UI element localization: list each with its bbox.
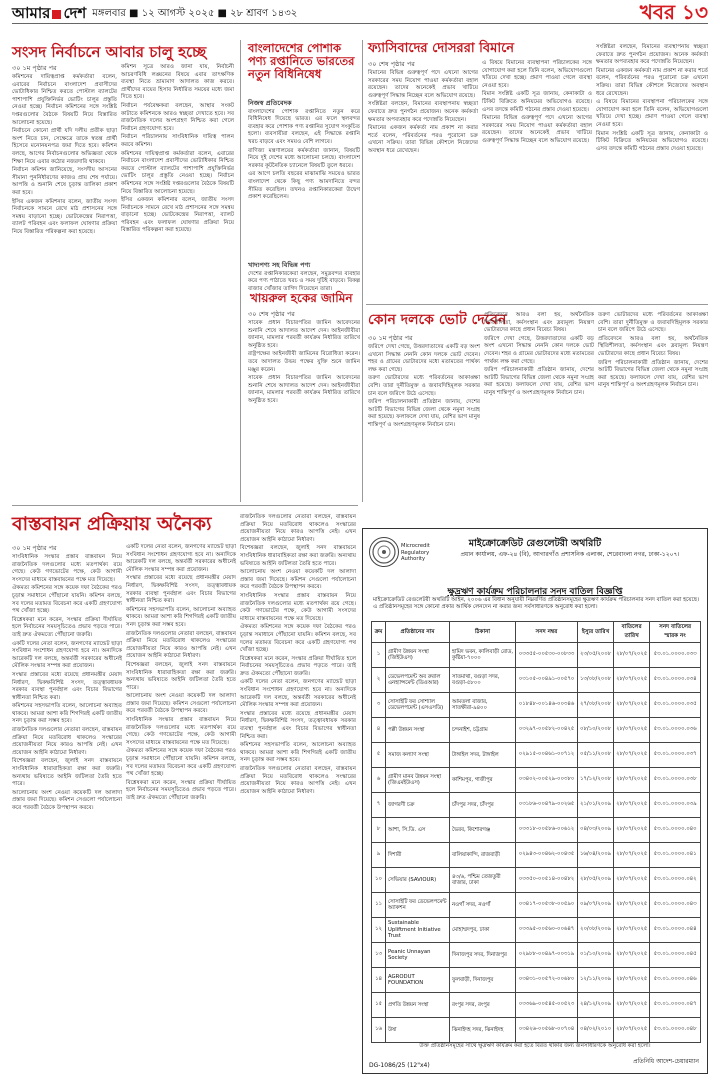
table-cell: রংপুর সদর, রংপুর [450, 993, 516, 1018]
table-cell: ২৮/০৭/২০২৫ [614, 718, 650, 743]
process-para: কমিশনের সহসভাপতি বলেন, আলোচনা অব্যাহত থাকবে। আমরা আশা করি শিগগিরই একটি জাতীয় সনদ চূড়ান্ত করা সম্ভব হবে। [240, 742, 356, 764]
process-para: সাংবিধানিক সংস্কার প্রস্তাব বাস্তবায়ন নিয়ে রাজনৈতিক দলগুলোর মধ্যে মতপার্থক্য রয়ে গেছে। কেউ গণভোটের পক্ষে, কেউ আগামী সংসদের মাধ্যমে বাস্তবায়নের পক্ষে মত দিয়েছে। [12, 554, 122, 583]
ad-signature: প্রতিনিধি আদেশ-চেয়ারম্যান [633, 1058, 699, 1065]
table-cell: হামিদ ভবন, কালিবাড়ী রোড, কুষ্টিয়া-৭০০০ [450, 643, 516, 668]
table-cell: ৫৩.০১.০০০০.০৪০ [650, 818, 701, 843]
table-cell: সমাজ কল্যাণ সংস্থা [386, 743, 450, 768]
fascist-para: এ বিষয়ে বিমানের ব্যবস্থাপনা পরিচালকের সঙ্গে যোগাযোগ করা হলে তিনি বলেন, অভিযোগগুলো খতিয়ে দেখা হচ্ছে। প্রমাণ পাওয়া গেলে ব্যবস্থা নেওয়া হবে। [596, 99, 708, 128]
process-para: বিশ্লেষকরা মনে করেন, সংস্কার প্রক্রিয়া দীর্ঘায়িত হলে নির্বাচনের সময়সূচিতেও প্রভাব পড়তে পারে। তাই দ্রুত ঐকমত্যে পৌঁছানো জরুরি। [126, 779, 236, 801]
section-page-label: খবর ১৩ [639, 0, 708, 24]
table-cell: সোসাইটি ফর ডেভেলপমেন্ট অ্যাকশন [386, 893, 450, 918]
table-cell: ৪ [372, 718, 386, 743]
table-cell: ৫৩.০১.০০০০.০৩৭ [650, 743, 701, 768]
process-para: আলোচনায় অংশ নেওয়া কয়েকটি দল আলাদা প্রস্তাব জমা দিয়েছে। কমিশন সেগুলো পর্যালোচনা করে পরবর্তী বৈঠকে উপস্থাপন করবে। [240, 569, 356, 591]
fascist-para: সংশ্লিষ্টরা বলছেন, বিমানের ব্যবস্থাপনায় স্বচ্ছতা ফেরাতে দ্রুত পুনর্গঠন প্রয়োজন। অনেক কর্মকর্তা ক্ষমতার অপব্যবহার করে পদোন্নতি নিয়েছেন। [596, 44, 708, 66]
table-cell: ১১ [372, 893, 386, 918]
table-cell: ০৩৪০২-০০৫২৯-০০৩৮০ [516, 768, 578, 793]
fascist-para: বিমানের একজন কর্মকর্তা নাম প্রকাশ না করার শর্তে বলেন, পরিবর্তনের পরও পুরোনো চক্র এখনো সক্রিয়। তারা বিভিন্ন কৌশলে নিজেদের অবস্থান ধরে রেখেছেন। [368, 125, 478, 154]
election-para: নির্বাচন পর্যবেক্ষকরা বলছেন, আস্থার সংকট কাটাতে কমিশনকে আরও স্বচ্ছতা দেখাতে হবে। সব রাজনৈতিক দলের অংশগ্রহণ নিশ্চিত করা গেলে নির্বাচন গ্রহণযোগ্য হবে। [121, 102, 234, 132]
vote-para: প্রতিবেদনে আরও বলা হয়, অর্থনৈতিক স্থিতিশীলতা, কর্মসংস্থান এবং দ্রব্যমূল্য নিয়ন্ত্রণ ভোটারদের কাছে প্রধান বিবেচ্য বিষয়। [598, 335, 708, 357]
election-para: নির্বাচনে কোনো প্রার্থী যদি দলীয় প্রতীক ছাড়া অংশ নিতে চান, সেক্ষেত্রে তাকে স্বতন্ত্র প্রার্থী হিসেবে মনোনয়নপত্র জমা দিতে হবে। কমিশন বলছে, আগের নির্বাচনগুলোর অভিজ্ঞতা থেকে শিক্ষা নিয়ে এবার কঠোর নজরদারি থাকবে। [12, 128, 117, 165]
table-cell: সেভিয়ার (SAVIOUR) [386, 868, 450, 893]
garments-para: বাংলাদেশের পোশাক রপ্তানিতে নতুন করে বিধিনিষেধ দিয়েছে ভারত। এর ফলে স্থলবন্দর ব্যবহার করে পোশাক পণ্য রপ্তানির সুযোগ সংকুচিত হলো। ব্যবসায়ীরা বলছেন, এই সিদ্ধান্তে রপ্তানি খরচ বাড়বে এবং সময়ও বেশি লাগবে। [248, 108, 360, 145]
table-cell: ৭ [372, 793, 386, 818]
fascist-para: বিমানের একজন কর্মকর্তা নাম প্রকাশ না করার শর্তে বলেন, পরিবর্তনের পরও পুরোনো চক্র এখনো সক্রিয়। তারা বিভিন্ন কৌশলে নিজেদের অবস্থান ধরে রেখেছেন। [596, 67, 708, 97]
fascist-column-3 [596, 44, 708, 300]
process-headline: বাস্তবায়ন প্রক্রিয়ায় অনৈক্য [12, 513, 212, 535]
table-cell: ২ [372, 668, 386, 693]
table-cell: ২৮/০৭/২০২৫ [614, 1018, 650, 1043]
table-cell: ২৮/০৭/২০২৫ [614, 768, 650, 793]
process-para: বিশেষজ্ঞরা বলছেন, জুলাই সনদ বাস্তবায়নে সাংবিধানিক ধারাবাহিকতা রক্ষা করা জরুরি। অন্যথায় ভবিষ্যতে আইনি জটিলতা তৈরি হতে পারে। [12, 758, 122, 788]
process-para: রাজনৈতিক দলগুলোর নেতারা বলছেন, বাস্তবায়ন প্রক্রিয়া নিয়ে মতবিরোধ থাকলেও সংস্কারের প্রয়োজনীয়তা নিয়ে কারও আপত্তি নেই। এখন প্রয়োজন আইনি কাঠামো নির্ধারণ। [240, 766, 356, 795]
table-cell: ৫৩.০১.০০০০.০৩৪ [650, 668, 701, 693]
table-cell: ভৈরব, কিশোরগঞ্জ [450, 818, 516, 843]
jamin-headline: খায়রুল হকের জামিন [250, 291, 353, 305]
table-cell: ২৮/০৭/২০২৫ [614, 868, 650, 893]
table-cell: ৩ [372, 693, 386, 718]
process-para: সংস্কার প্রস্তাবের মধ্যে রয়েছে প্রধানমন্ত্রীর মেয়াদ নির্ধারণ, দ্বিকক্ষবিশিষ্ট সংসদ, তত্ত্বাবধায়ক সরকার ব্যবস্থা পুনর্বহাল এবং বিচার বিভাগের স্বাধীনতা নিশ্চিত করা। [126, 575, 236, 605]
garments-para: এর আগে চলতি বছরের মাঝামাঝি সময়েও ভারত বাংলাদেশ থেকে কিছু পণ্য আমদানিতে বন্দর সীমিত করেছিল। তখনও রপ্তানিকারকেরা উদ্বেগ প্রকাশ করেছিলেন। [248, 171, 360, 201]
table-cell: ৫৩.০১.০০০০.০৪৪ [650, 918, 701, 943]
table-cell: ১২/১১/২০০৯ [578, 968, 614, 993]
table-cell: ১ [372, 643, 386, 668]
table-cell: ৫৩.০১.০০০০.০৩৯ [650, 793, 701, 818]
table-cell: ২৮/০৭/২০২৫ [614, 918, 650, 943]
process-column-3 [240, 514, 356, 1074]
process-column-2 [126, 544, 236, 1074]
table-cell: ০৯/০৭/২০০৯ [578, 893, 614, 918]
table-cell: ০৩৩১৮-০০৫৮৬-০০৬১২ [516, 818, 578, 843]
table-cell: সোসাইটি ফর সোশ্যাল ডেভেলপমেন্ট (এসএসডি) [386, 693, 450, 718]
table-cell: Sustainable Upliftment Initiative Trust [386, 918, 450, 943]
vote-column-3 [598, 312, 708, 514]
cancelled-licenses-table [371, 621, 701, 1043]
fascist-para: বিমানের বিভিন্ন গুরুত্বপূর্ণ পদে এখনো আগের সরকারের সময় নিয়োগ পাওয়া কর্মকর্তারা বহাল রয়েছেন। তাদের অনেকেই প্রভাব খাটিয়ে গুরুত্বপূর্ণ সিদ্ধান্ত নিচ্ছেন বলে অভিযোগ রয়েছে। [482, 115, 592, 144]
table-row [372, 668, 701, 693]
election-para: কমিশনের দায়িত্বপ্রাপ্ত কর্মকর্তারা বলেন, এবারের নির্বাচনে বাংলাদেশ প্রবাসীদের ভোটাধিকার নিশ্চিত করতে পোস্টাল ব্যালটের পাশাপাশি প্রযুক্তিনির্ভর ভোটিং চালুর প্রস্তুতি নেওয়া হচ্ছে। নির্বাচন কমিশনের সঙ্গে সংশ্লিষ্ট দপ্তরগুলোর বৈঠকে বিষয়টি নিয়ে বিস্তারিত আলোচনা হয়েছে। [121, 150, 234, 195]
process-para: কমিশনের সহসভাপতি বলেন, আলোচনা অব্যাহত থাকবে। আমরা আশা করি শিগগিরই একটি জাতীয় সনদ চূড়ান্ত করা সম্ভব হবে। [126, 606, 236, 628]
table-cell: নওগাঁ সদর, নওগাঁ [450, 893, 516, 918]
table-cell: ৫৩.০১.০০০০.০৩৫ [650, 693, 701, 718]
col-header: বাতিলের তারিখ [614, 622, 650, 643]
table-cell: ১৩ [372, 943, 386, 968]
fascist-para: সংশ্লিষ্টরা বলছেন, বিমানের ব্যবস্থাপনায় স্বচ্ছতা ফেরাতে দ্রুত পুনর্গঠন প্রয়োজন। অনেক কর্মকর্তা ক্ষমতার অপব্যবহার করে পদোন্নতি নিয়েছেন। [368, 101, 478, 123]
mra-advertisement [362, 528, 708, 1074]
page-header [12, 0, 708, 24]
table-cell: ঝিনাইদহ সদর, ঝিনাইদহ [450, 1018, 516, 1043]
newspaper-brand [12, 2, 86, 27]
table-row [372, 968, 701, 993]
table-row [372, 943, 701, 968]
process-para: বিশেষজ্ঞরা বলছেন, জুলাই সনদ বাস্তবায়নে সাংবিধানিক ধারাবাহিকতা রক্ষা করা জরুরি। অন্যথায় ভবিষ্যতে আইনি জটিলতা তৈরি হতে পারে। [240, 545, 356, 567]
table-cell: ০৪/০৩/২০০৯ [578, 818, 614, 843]
ad-title: মাইক্রোক্রেডিট রেগুলেটরী অথরিটি [468, 538, 602, 549]
table-cell: ১২ [372, 918, 386, 943]
table-cell: ৫৩.০১.০০০০.০৪২ [650, 868, 701, 893]
table-cell: ০৩৪১৭-০০৫৩৮-০০৫৯০ [516, 893, 578, 918]
election-continued: ৩০ ১ম পৃষ্ঠার পর [12, 64, 57, 72]
fascist-headline: ফ্যাসিবাদের দোসররা বিমানে [368, 41, 515, 56]
table-cell: ০১৮৪৮-০০১৪৬-০০৩৪৬ [516, 693, 578, 718]
fascist-para: বিমানের বিভিন্ন গুরুত্বপূর্ণ পদে এখনো আগের সরকারের সময় নিয়োগ পাওয়া কর্মকর্তারা বহাল রয়েছেন। তাদের অনেকেই প্রভাব খাটিয়ে গুরুত্বপূর্ণ সিদ্ধান্ত নিচ্ছেন বলে অভিযোগ রয়েছে। [368, 70, 478, 99]
table-cell: ০২৯১৫-০০৪৬১-০০৭১২ [516, 743, 578, 768]
table-cell: ১৬/০৪/২০০৯ [578, 843, 614, 868]
table-cell: ৫৩.০১.০০০০.০৪৭ [650, 993, 701, 1018]
column-divider [362, 40, 363, 502]
brand-square-icon [52, 10, 61, 19]
table-cell: ১৫ [372, 993, 386, 1018]
fascist-para: এ বিষয়ে বিমানের ব্যবস্থাপনা পরিচালকের সঙ্গে যোগাযোগ করা হলে তিনি বলেন, অভিযোগগুলো খতিয়ে দেখা হচ্ছে। প্রমাণ পাওয়া গেলে ব্যবস্থা নেওয়া হবে। [482, 60, 592, 89]
col-header: ক্রম [372, 622, 386, 643]
table-cell: ১৬ [372, 1018, 386, 1043]
table-cell: জাগরণী চক্র [386, 793, 450, 818]
table-cell: ০৫/১১/২০০৮ [578, 743, 614, 768]
election-para: কমিশনের দায়িত্বপ্রাপ্ত কর্মকর্তারা বলেন, এবারের নির্বাচনে বাংলাদেশ প্রবাসীদের ভোটাধিকার নিশ্চিত করতে পোস্টাল ব্যালটের পাশাপাশি প্রযুক্তিনির্ভর ভোটিং চালুর প্রস্তুতি নেওয়া হচ্ছে। নির্বাচন কমিশনের সঙ্গে সংশ্লিষ্ট দপ্তরগুলোর বৈঠকে বিষয়টি নিয়ে বিস্তারিত আলোচনা হয়েছে। [12, 74, 117, 126]
election-headline: সংসদ নির্বাচনে আবার চালু হচ্ছে [12, 43, 207, 61]
table-cell: ০৩৩৫৫-০০৫৩০-০০৮৩৩ [516, 643, 578, 668]
table-cell: সাতমাথা, বগুড়া সদর, বগুড়া-৫৮০০ [450, 668, 516, 693]
table-cell: গ্রামীণ উন্নয়ন সংস্থা (জিইউএস) [386, 643, 450, 668]
process-column-1 [12, 544, 122, 1074]
table-cell: ২৮/০৭/২০২৫ [614, 893, 650, 918]
vote-para: জরিপে দেখা গেছে, উত্তরদাতাদের একটি বড় অংশ এখনো সিদ্ধান্ত নেননি কোন দলকে ভোট দেবেন। শহর ও গ্রামের ভোটারদের মধ্যে মতামতের পার্থক্য লক্ষ করা গেছে। [484, 335, 594, 365]
col-header: ঠিকানা [450, 622, 516, 643]
vote-para: তরুণ ভোটারদের মধ্যে পরিবর্তনের আকাঙ্ক্ষা বেশি। তারা দুর্নীতিমুক্ত ও জবাবদিহিমূলক সরকার চান বলে জরিপে উঠে এসেছে। [368, 375, 480, 397]
election-column-2 [121, 64, 234, 354]
table-cell: AGRODUT FOUNDATION [386, 968, 450, 993]
table-cell: ১৪ [372, 968, 386, 993]
table-cell: টাঙ্গাইল সদর, টাঙ্গাইল [450, 743, 516, 768]
garments-para: বাণিজ্য মন্ত্রণালয়ের কর্মকর্তারা জানান, বিষয়টি নিয়ে দুই দেশের মধ্যে আলোচনা চলছে। বাংলাদেশ সরকার কূটনৈতিক চ্যানেলে বিষয়টি তুলে ধরবে। [248, 147, 360, 169]
process-para: বিশ্লেষকরা মনে করেন, সংস্কার প্রক্রিয়া দীর্ঘায়িত হলে নির্বাচনের সময়সূচিতেও প্রভাব পড়তে পারে। তাই দ্রুত ঐকমত্যে পৌঁছানো জরুরি। [12, 616, 122, 638]
process-para: কমিশনের সহসভাপতি বলেন, আলোচনা অব্যাহত থাকবে। আমরা আশা করি শিগগিরই একটি জাতীয় সনদ চূড়ান্ত করা সম্ভব হবে। [12, 703, 122, 725]
table-cell: ২৮/০৭/২০২৫ [614, 993, 650, 1018]
table-row [372, 843, 701, 868]
table-cell: ৫৩.০১.০০০০.০৪৫ [650, 943, 701, 968]
table-cell: ২৮/০৭/২০২৫ [614, 793, 650, 818]
process-para: একটি দলের নেতা বলেন, জনগণের ম্যান্ডেট ছাড়া সংবিধান সংশোধন গ্রহণযোগ্য হবে না। অন্যদিকে আরেকটি দল বলছে, অন্তর্বর্তী সরকারের অধীনেই মৌলিক সংস্কার সম্পন্ন করা প্রয়োজন। [126, 544, 236, 573]
table-cell: ৫৩.০১.০০০০.০৩৩ [650, 643, 701, 668]
table-row [372, 893, 701, 918]
table-row [372, 768, 701, 793]
table-cell: ০৮/১০/২০০৮ [578, 718, 614, 743]
table-cell: ০৩৩৫০-০০৫১৪-০০৪৮২ [516, 868, 578, 893]
vote-headline: কোন দলকে ভোট দেবেন [368, 312, 507, 328]
garments-byline: নিজস্ব প্রতিবেদক [248, 99, 292, 107]
table-cell: ০২৯৪৩-০০৪৬২-০০৪৩৫ [516, 843, 578, 868]
fascist-para: বিমান সংশ্লিষ্ট একটি সূত্র জানায়, কেনাকাটা ও টিকিট বিক্রিতে অনিয়মের অভিযোগও রয়েছে। এসব তদন্তে কমিটি গঠনের প্রস্তাব দেওয়া হয়েছে। [482, 91, 592, 113]
table-cell: উষা [386, 1018, 450, 1043]
fascist-column-2 [482, 60, 592, 300]
vote-para: তরুণ ভোটারদের মধ্যে পরিবর্তনের আকাঙ্ক্ষা বেশি। তারা দুর্নীতিমুক্ত ও জবাবদিহিমূলক সরকার চান বলে জরিপে উঠে এসেছে। [598, 312, 708, 334]
process-para: একটি দলের নেতা বলেন, জনগণের ম্যান্ডেট ছাড়া সংবিধান সংশোধন গ্রহণযোগ্য হবে না। অন্যদিকে আরেকটি দল বলছে, অন্তর্বর্তী সরকারের অধীনেই মৌলিক সংস্কার সম্পন্ন করা প্রয়োজন। [12, 640, 122, 670]
vote-column-1 [368, 334, 480, 514]
process-para: ঐকমত্য কমিশনের সঙ্গে কয়েক দফা বৈঠকের পরও চূড়ান্ত সমাধানে পৌঁছানো যায়নি। কমিশন বলছে, সব দলের মতামত বিবেচনা করে একটি গ্রহণযোগ্য পথ খোঁজা হচ্ছে। [126, 748, 236, 778]
jamin-para: সাবেক প্রধান বিচারপতির জামিন আবেদনের শুনানি শেষে আদালত আদেশ দেন। আইনজীবীরা জানান, মামলার পরবর্তী কার্যক্রম নির্ধারিত তারিখে অনুষ্ঠিত হবে। [248, 320, 360, 349]
table-cell: ২৮/০৭/২০২৫ [614, 943, 650, 968]
vote-para: জরিপে দেখা গেছে, উত্তরদাতাদের একটি বড় অংশ এখনো সিদ্ধান্ত নেননি কোন দলকে ভোট দেবেন। শহর ও গ্রামের ভোটারদের মধ্যে মতামতের পার্থক্য লক্ষ করা গেছে। [368, 344, 480, 373]
fascist-para: বিমান সংশ্লিষ্ট একটি সূত্র জানায়, কেনাকাটা ও টিকিট বিক্রিতে অনিয়মের অভিযোগও রয়েছে। এসব তদন্তে কমিটি গঠনের প্রস্তাব দেওয়া হয়েছে। [596, 130, 708, 152]
table-row [372, 868, 701, 893]
table-cell: গ্রামীণ মানব উন্নয়ন সংস্থা (জিএমইউএস) [386, 768, 450, 793]
ad-code: DG-1086/25 (12"x4) [369, 1062, 430, 1069]
section-divider [366, 304, 708, 305]
table-cell: ২৮/০৭/২০২৫ [614, 668, 650, 693]
process-para: রাজনৈতিক দলগুলোর নেতারা বলছেন, বাস্তবায়ন প্রক্রিয়া নিয়ে মতবিরোধ থাকলেও সংস্কারের প্রয়োজনীয়তা নিয়ে কারও আপত্তি নেই। এখন প্রয়োজন আইনি কাঠামো নির্ধারণ। [126, 630, 236, 660]
table-cell: ২৮/০৭/২০২৫ [614, 843, 650, 868]
garments-column-1 [248, 100, 360, 260]
jamin-para: সাবেক প্রধান বিচারপতির জামিন আবেদনের শুনানি শেষে আদালত আদেশ দেন। আইনজীবীরা জানান, মামলার পরবর্তী কার্যক্রম নির্ধারিত তারিখে অনুষ্ঠিত হবে। [248, 375, 360, 404]
table-row [372, 793, 701, 818]
table-cell: ১৩/০৮/২০০৮ [578, 668, 614, 693]
table-cell: মোহাম্মদপুর, ঢাকা [450, 918, 516, 943]
election-para: ইসির একজন কমিশনার বলেন, জাতীয় সংসদ নির্বাচনকে সামনে রেখে মাঠ প্রশাসনের সঙ্গে সমন্বয় বাড়ানো হচ্ছে। ভোটকেন্দ্রের নিরাপত্তা, ব্যালট পরিবহন এবং ফলাফল ঘোষণার প্রক্রিয়া নিয়ে বিস্তারিত পরিকল্পনা করা হয়েছে। [12, 198, 117, 235]
table-row [372, 743, 701, 768]
table-cell: ফুলবাড়ী, দিনাজপুর [450, 968, 516, 993]
process-para: রাজনৈতিক দলগুলোর নেতারা বলছেন, বাস্তবায়ন প্রক্রিয়া নিয়ে মতবিরোধ থাকলেও সংস্কারের প্রয়োজনীয়তা নিয়ে কারও আপত্তি নেই। এখন প্রয়োজন আইনি কাঠামো নির্ধারণ। [12, 727, 122, 756]
table-cell: ২০/০৮/২০০৯ [578, 918, 614, 943]
column-divider [240, 40, 241, 502]
mra-logo-text: Microcredit Regulatory Authority [401, 543, 430, 562]
table-cell: ৫৩.০১.০০০০.০৪৩ [650, 893, 701, 918]
table-cell: ৯ [372, 843, 386, 868]
table-cell: ২৮/০৭/২০২৫ [614, 818, 650, 843]
table-cell: ২৮/০৫/২০০৯ [578, 868, 614, 893]
table-cell: ২৭/০৮/২০০৮ [578, 693, 614, 718]
garments-para: দেশের রপ্তানিকারকেরা বলছেন, সমুদ্রবন্দর ব্যবহার করে পণ্য পাঠাতে খরচ ও সময় দুটিই বাড়বে। বিকল্প বাজার খোঁজার তাগিদ দিয়েছেন তারা। [248, 270, 360, 292]
table-cell: ১৭/১২/২০০৮ [578, 768, 614, 793]
process-para: বিশ্লেষকরা মনে করেন, সংস্কার প্রক্রিয়া দীর্ঘায়িত হলে নির্বাচনের সময়সূচিতেও প্রভাব পড়তে পারে। তাই দ্রুত ঐকমত্যে পৌঁছানো জরুরি। [240, 655, 356, 677]
election-para: ইসির একজন কমিশনার বলেন, জাতীয় সংসদ নির্বাচনকে সামনে রেখে মাঠ প্রশাসনের সঙ্গে সমন্বয় বাড়ানো হচ্ছে। ভোটকেন্দ্রের নিরাপত্তা, ব্যালট পরিবহন এবং ফলাফল ঘোষণার প্রক্রিয়া নিয়ে বিস্তারিত পরিকল্পনা করা হয়েছে। [121, 197, 234, 234]
process-continued: ৩০ ১ম পৃষ্ঠার পর [12, 544, 57, 552]
process-para: বিশেষজ্ঞরা বলছেন, জুলাই সনদ বাস্তবায়নে সাংবিধানিক ধারাবাহিকতা রক্ষা করা জরুরি। অন্যথায় ভবিষ্যতে আইনি জটিলতা তৈরি হতে পারে। [126, 661, 236, 691]
vote-para: জরিপ পরিচালনাকারী প্রতিষ্ঠান জানায়, দেশের আটটি বিভাগের বিভিন্ন জেলা থেকে নমুনা সংগ্রহ করা হয়েছে। ফলাফলে দেখা যায়, বেশির ভাগ মানুষ শান্তিপূর্ণ ও অংশগ্রহণমূলক নির্বাচন চান। [598, 359, 708, 389]
table-cell: ০৩২৯৭-০০৫৮২-০০৪২৫ [516, 718, 578, 743]
table-cell: ১০ [372, 868, 386, 893]
table-cell: ২৪/১২/২০০৯ [578, 993, 614, 1018]
table-row [372, 918, 701, 943]
garments-subsection [248, 261, 360, 292]
table-cell: ২৮/০৭/২০২৫ [614, 968, 650, 993]
ad-notice-title: ক্ষুদ্রঋণ কার্যক্রম পরিচালনার সনদ বাতিল বিজ্ঞপ্তি [447, 587, 623, 597]
table-cell: ৫৩.০১.০০০০.০৪৮ [650, 1018, 701, 1043]
table-cell: ২৮/০৭/২০২৫ [614, 743, 650, 768]
table-cell: ডেভেলপমেন্ট অব রুরাল এনহ্যান্সমেন্ট (ডিওআর) [386, 668, 450, 693]
table-cell: ২৮/০৭/২০২৫ [614, 643, 650, 668]
election-para: নির্বাচন পরিচালনায় সাংবিধানিক দায়িত্ব পালন করবে কমিশন। [121, 134, 234, 148]
brand-part1: আমার [12, 4, 51, 22]
table-cell: ০৩১৮৬-০০৪৭৯-০০২৬৫ [516, 793, 578, 818]
table-cell: দিশারী [386, 843, 450, 868]
table-cell: আশা, সি.ডি. এস [386, 818, 450, 843]
col-header: ইস্যুর তারিখ [578, 622, 614, 643]
ad-footnote: উক্ত প্রতিষ্ঠানসমূহের সাথে ক্ষুদ্রঋণ কার্যক্রম করা হতে বিরত থাকার জন্য জনসাধারণকে অনুরোধ করা হলো। [419, 1043, 651, 1049]
process-para: সাংবিধানিক সংস্কার প্রস্তাব বাস্তবায়ন নিয়ে রাজনৈতিক দলগুলোর মধ্যে মতপার্থক্য রয়ে গেছে। কেউ গণভোটের পক্ষে, কেউ আগামী সংসদের মাধ্যমে বাস্তবায়নের পক্ষে মত দিয়েছে। [240, 592, 356, 622]
ad-address: প্রধান কার্যালয়, এফ-২৪ (বি), আগারগাঁও প্রশাসনিক এলাকা, শেরেবাংলা নগর, ঢাকা-১২০৭। [460, 551, 680, 558]
jamin-para: রাষ্ট্রপক্ষের আইনজীবী জামিনের বিরোধিতা করেন। তবে আদালত উভয় পক্ষের যুক্তি শুনে জামিন মঞ্জুর করেন। [248, 351, 360, 373]
table-cell: ০৪/০২/২০১০ [578, 1018, 614, 1043]
election-para: নির্বাচন কমিশন জানিয়েছে, সংসদীয় আসনের সীমানা পুনর্নির্ধারণের কাজও প্রায় শেষ পর্যায়ে। আপত্তি ও শুনানি শেষে চূড়ান্ত তালিকা প্রকাশ করা হবে। [12, 167, 117, 196]
process-para: সাংবিধানিক সংস্কার প্রস্তাব বাস্তবায়ন নিয়ে রাজনৈতিক দলগুলোর মধ্যে মতপার্থক্য রয়ে গেছে। কেউ গণভোটের পক্ষে, কেউ আগামী সংসদের মাধ্যমে বাস্তবায়নের পক্ষে মত দিয়েছে। [126, 717, 236, 746]
garments-headline: বাংলাদেশের পোশাক পণ্য রপ্তানিতে ভারতের নতুন বিধিনিষেধ [248, 41, 355, 82]
brand-part2: দেশ [63, 4, 87, 22]
table-cell: চন্দনাইশ, চট্টগ্রাম [450, 718, 516, 743]
table-cell: আমতলা বাজার, সাতক্ষীরা-৯৪০০ [450, 693, 516, 718]
vote-continued: ৩০ ১ম পৃষ্ঠার পর [368, 334, 413, 342]
process-para: একটি দলের নেতা বলেন, জনগণের ম্যান্ডেট ছাড়া সংবিধান সংশোধন গ্রহণযোগ্য হবে না। অন্যদিকে আরেকটি দল বলছে, অন্তর্বর্তী সরকারের অধীনেই মৌলিক সংস্কার সম্পন্ন করা প্রয়োজন। [240, 679, 356, 709]
table-row [372, 993, 701, 1018]
table-row [372, 718, 701, 743]
table-cell: পল্লী উন্নয়ন সংস্থা [386, 718, 450, 743]
process-para: ঐকমত্য কমিশনের সঙ্গে কয়েক দফা বৈঠকের পরও চূড়ান্ত সমাধানে পৌঁছানো যায়নি। কমিশন বলছে, সব দলের মতামত বিবেচনা করে একটি গ্রহণযোগ্য পথ খোঁজা হচ্ছে। [240, 624, 356, 654]
process-para: আলোচনায় অংশ নেওয়া কয়েকটি দল আলাদা প্রস্তাব জমা দিয়েছে। কমিশন সেগুলো পর্যালোচনা করে পরবর্তী বৈঠকে উপস্থাপন করবে। [126, 693, 236, 715]
table-cell: ০৩৩৬৯-০০৫৪৫-০০৫২৩ [516, 993, 578, 1018]
fascist-continued: ৩০ শেষ পৃষ্ঠার পর [368, 60, 415, 68]
section-divider [12, 505, 358, 506]
table-cell: ০৩৪২৬-০০৫৬৮-০০৭০৪ [516, 1018, 578, 1043]
table-cell: Peanic Unnayan Society [386, 943, 450, 968]
process-para: সংস্কার প্রস্তাবের মধ্যে রয়েছে প্রধানমন্ত্রীর মেয়াদ নির্ধারণ, দ্বিকক্ষবিশিষ্ট সংসদ, তত্ত্বাবধায়ক সরকার ব্যবস্থা পুনর্বহাল এবং বিচার বিভাগের স্বাধীনতা নিশ্চিত করা। [12, 671, 122, 701]
vote-para: প্রতিবেদনে আরও বলা হয়, অর্থনৈতিক স্থিতিশীলতা, কর্মসংস্থান এবং দ্রব্যমূল্য নিয়ন্ত্রণ ভোটারদের কাছে প্রধান বিবেচ্য বিষয়। [484, 312, 594, 334]
table-cell: ৬ [372, 768, 386, 793]
table-row [372, 818, 701, 843]
table-cell: ০২৯৮৮-০০৪৯৭-০০৩১৯ [516, 943, 578, 968]
fascist-column-1 [368, 60, 478, 300]
election-column-1 [12, 64, 117, 354]
table-cell: ২৮/০৭/২০২৫ [614, 693, 650, 718]
table-row [372, 1018, 701, 1043]
table-cell: ৫৩.০১.০০০০.০৪১ [650, 843, 701, 868]
table-row [372, 693, 701, 718]
jamin-column [248, 310, 360, 470]
issue-date: মঙ্গলবার ■ ১২ আগস্ট ২০২৫ ■ ২৮ শ্রাবণ ১৪৩২ [92, 8, 298, 19]
table-cell: ৫ [372, 743, 386, 768]
table-cell: ০৩৩৯৫-০০৫৬০-০০৬৪৭ [516, 918, 578, 943]
table-cell: ৪৩/৬, পশ্চিম তেজতুরী বাজার, ঢাকা [450, 868, 516, 893]
process-para: আলোচনায় অংশ নেওয়া কয়েকটি দল আলাদা প্রস্তাব জমা দিয়েছে। কমিশন সেগুলো পর্যালোচনা করে পরবর্তী বৈঠকে উপস্থাপন করবে। [12, 789, 122, 811]
table-row [372, 643, 701, 668]
table-cell: ২১/০১/২০০৯ [578, 793, 614, 818]
vote-column-2 [484, 312, 594, 514]
table-cell: প্রগতি উন্নয়ন সংস্থা [386, 993, 450, 1018]
garments-subhead: খাদ্যপণ্য সহ বিভিন্ন পণ্য [248, 261, 311, 269]
table-cell: চাঁদপুর সদর, চাঁদপুর [450, 793, 516, 818]
vote-para: জরিপ পরিচালনাকারী প্রতিষ্ঠান জানায়, দেশের আটটি বিভাগের বিভিন্ন জেলা থেকে নমুনা সংগ্রহ করা হয়েছে। ফলাফলে দেখা যায়, বেশির ভাগ মানুষ শান্তিপূর্ণ ও অংশগ্রহণমূলক নির্বাচন চান। [484, 367, 594, 396]
table-cell: ০৩৪৩১-০০৫৭২-০০৬৮০ [516, 968, 578, 993]
process-para: রাজনৈতিক দলগুলোর নেতারা বলছেন, বাস্তবায়ন প্রক্রিয়া নিয়ে মতবিরোধ থাকলেও সংস্কারের প্রয়োজনীয়তা নিয়ে কারও আপত্তি নেই। এখন প্রয়োজন আইনি কাঠামো নির্ধারণ। [240, 514, 356, 543]
col-header: সনদ নম্বর [516, 622, 578, 643]
process-para: ঐকমত্য কমিশনের সঙ্গে কয়েক দফা বৈঠকের পরও চূড়ান্ত সমাধানে পৌঁছানো যায়নি। কমিশন বলছে, সব দলের মতামত বিবেচনা করে একটি গ্রহণযোগ্য পথ খোঁজা হচ্ছে। [12, 585, 122, 615]
election-para: কমিশন সূত্রে আরও জানা যায়, নির্বাচনী আচরণবিধি লঙ্ঘনের বিষয়ে এবার তাৎক্ষণিক ব্যবস্থা নিতে ভ্রাম্যমাণ আদালত কাজ করবে। প্রার্থীদের ব্যয়ের হিসাব নির্ধারিত সময়ের মধ্যে জমা দিতে হবে। [121, 64, 234, 101]
table-cell: ৮ [372, 818, 386, 843]
col-header: প্রতিষ্ঠানের নাম [386, 622, 450, 643]
table-cell: ২৩/০৫/২০০৮ [578, 643, 614, 668]
table-header-row [372, 622, 701, 643]
table-cell: ৫৩.০১.০০০০.০৩৮ [650, 768, 701, 793]
table-cell: দিনাজপুর সদর, দিনাজপুর [450, 943, 516, 968]
col-header: সনদ বাতিলের স্মারক নং [650, 622, 701, 643]
table-cell: ০১/১০/২০০৯ [578, 943, 614, 968]
ad-intro: মাইক্রোক্রেডিট রেগুলেটরী অথরিটি আইন, ২০০৬ এর বিধান অনুযায়ী নিম্নবর্ণিত প্রতিষ্ঠানসমূহের ক্ষুদ্রঋণ কার্যক্রম পরিচালনার সনদ বাতিল করা হয়েছে। এ প্রতিষ্ঠানসমূহের সঙ্গে কোনো প্রকার আর্থিক লেনদেন না করার জন্য সর্বসাধারণকে অনুরোধ করা হলো। [373, 597, 699, 610]
table-cell: বালিয়াকান্দি, রাজবাড়ী [450, 843, 516, 868]
jamin-continued: ৩০ শেষ পৃষ্ঠার পর [248, 310, 295, 318]
process-para: সংস্কার প্রস্তাবের মধ্যে রয়েছে প্রধানমন্ত্রীর মেয়াদ নির্ধারণ, দ্বিকক্ষবিশিষ্ট সংসদ, তত্ত্বাবধায়ক সরকার ব্যবস্থা পুনর্বহাল এবং বিচার বিভাগের স্বাধীনতা নিশ্চিত করা। [240, 710, 356, 740]
vote-para: জরিপ পরিচালনাকারী প্রতিষ্ঠান জানায়, দেশের আটটি বিভাগের বিভিন্ন জেলা থেকে নমুনা সংগ্রহ করা হয়েছে। ফলাফলে দেখা যায়, বেশির ভাগ মানুষ শান্তিপূর্ণ ও অংশগ্রহণমূলক নির্বাচন চান। [368, 399, 480, 428]
table-cell: ০৩১০৫-০০৪৯১-০০৫৭০ [516, 668, 578, 693]
table-cell: কাশিমপুর, গাজীপুর [450, 768, 516, 793]
table-cell: ৫৩.০১.০০০০.০৩৬ [650, 718, 701, 743]
table-cell: ৫৩.০১.০০০০.০৪৬ [650, 968, 701, 993]
